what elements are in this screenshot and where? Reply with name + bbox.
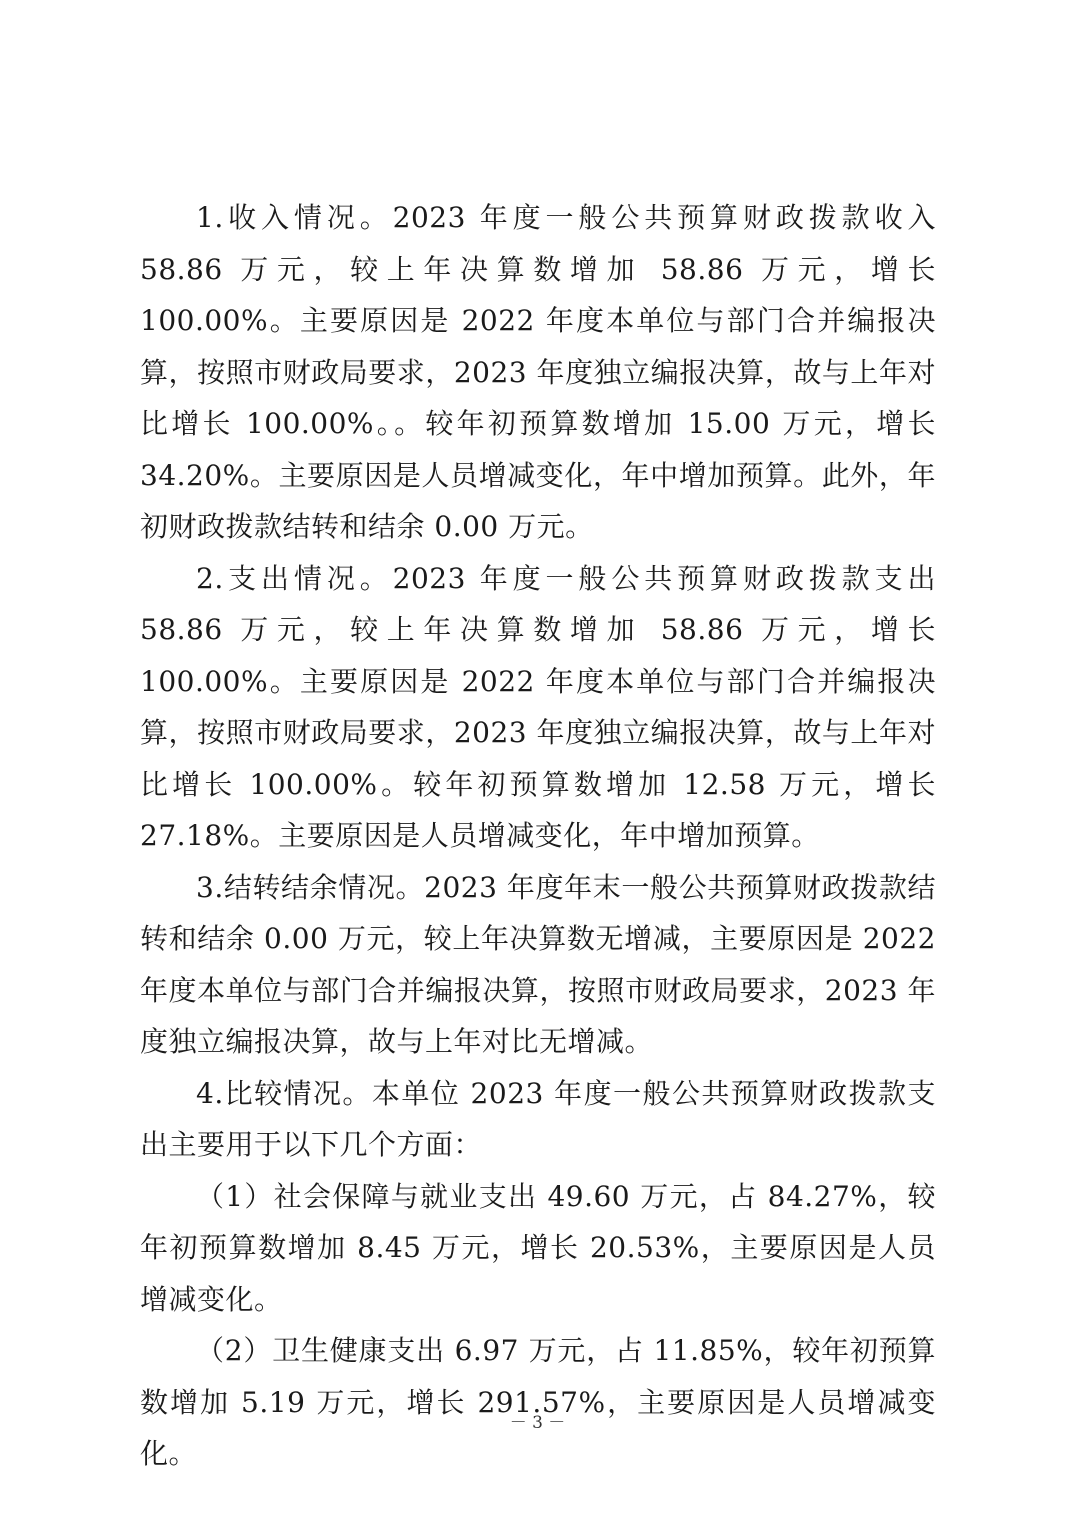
paragraph-carryover: 3.结转结余情况。2023 年度年末一般公共预算财政拨款结转和结余 0.00 万元，较上年决算数无增减，主要原因是 2022 年度本单位与部门合并编报决算，按照市财政局要求，2023 年度独立编报决算，故与上年对比无增减。 bbox=[140, 870, 936, 1058]
paragraph-item-social-security: （1）社会保障与就业支出 49.60 万元，占 84.27%，较年初预算数增加 8.45 万元，增长 20.53%，主要原因是人员增减变化。 bbox=[140, 1179, 936, 1316]
document-body bbox=[140, 192, 936, 1480]
paragraph-income: 1.收入情况。2023 年度一般公共预算财政拨款收入 58.86 万元，较上年决算数增加 58.86 万元，增长 100.00%。主要原因是 2022 年度本单位与部门合并编报决算，按照市财政局要求，2023 年度独立编报决算，故与上年对比增长 100.00%。。较年初预算数增加 15.00 万元，增长 34.20%。主要原因是人员增减变化，年中增加预算。此外，年初财政拨款结转和结余 0.00 万元。 bbox=[140, 201, 936, 543]
paragraph-expenditure: 2.支出情况。2023 年度一般公共预算财政拨款支出 58.86 万元，较上年决算数增加 58.86 万元，增长 100.00%。主要原因是 2022 年度本单位与部门合并编报决算，按照市财政局要求，2023 年度独立编报决算，故与上年对比增长 100.00%。较年初预算数增加 12.58 万元，增长 27.18%。主要原因是人员增减变化，年中增加预算。 bbox=[140, 561, 936, 852]
paragraph-comparison: 4.比较情况。本单位 2023 年度一般公共预算财政拨款支出主要用于以下几个方面： bbox=[140, 1076, 936, 1161]
paragraph-item-health: （2）卫生健康支出 6.97 万元，占 11.85%，较年初预算数增加 5.19 万元，增长 291.57%，主要原因是人员增减变化。 bbox=[140, 1334, 936, 1470]
page-number: － 3 － bbox=[509, 1413, 566, 1433]
